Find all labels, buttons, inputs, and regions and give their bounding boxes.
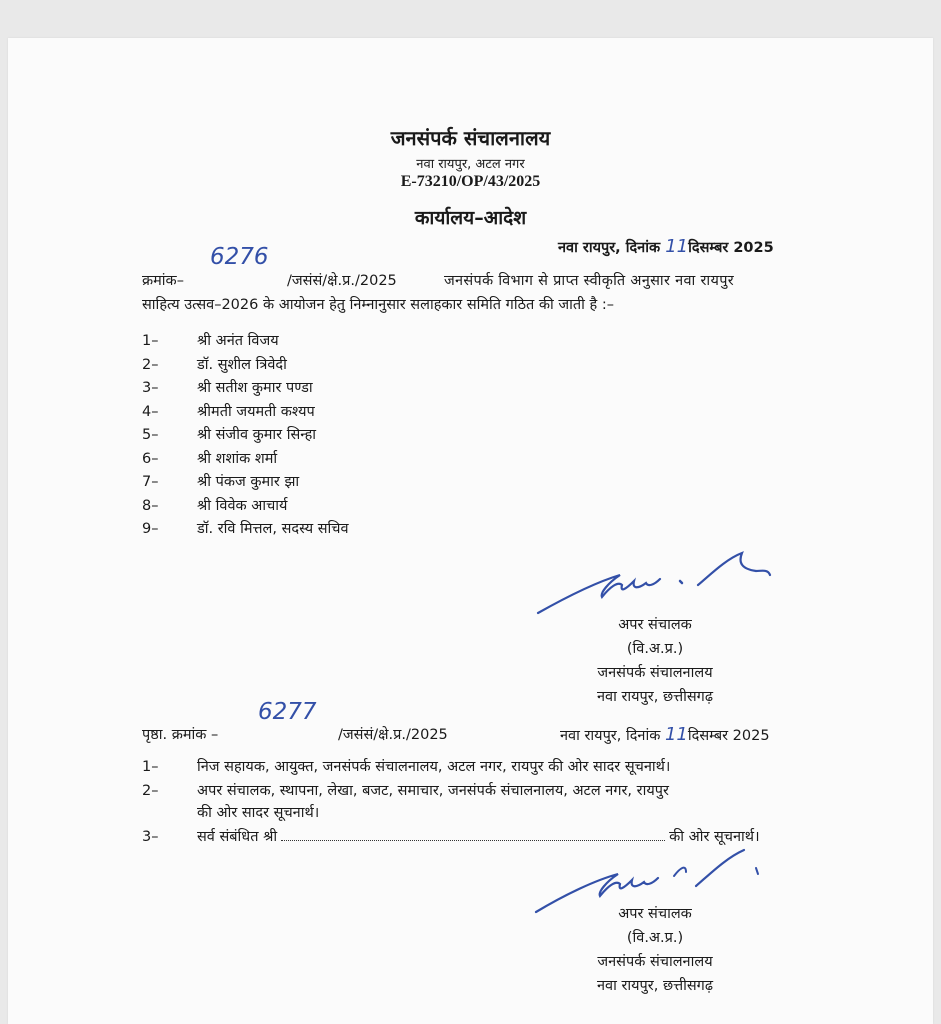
order-date-day-handwritten: 11 <box>665 236 689 257</box>
sig2-location: नवा रायपुर, छत्तीसगढ़ <box>596 978 714 994</box>
office-address: नवा रायपुर, अटल नगर <box>416 157 525 172</box>
endorsement-item-2-cont: की ओर सादर सूचनार्थ। <box>197 805 320 821</box>
order-date-month-year: दिसम्बर 2025 <box>688 240 774 256</box>
signature-1 <box>530 545 780 625</box>
member-list <box>142 330 349 542</box>
order-intro-line2: साहित्य उत्सव–2026 के आयोजन हेतु निम्नानुसार सलाहकार समिति गठित की जाती है :– <box>142 297 614 313</box>
order-date <box>558 236 774 257</box>
list-item: 7– श्री पंकज कुमार झा <box>142 474 300 490</box>
list-item: 4– श्रीमती जयमती कश्यप <box>142 403 315 420</box>
sig1-location: नवा रायपुर, छत्तीसगढ़ <box>596 689 714 705</box>
endorsement-number-handwritten: 6277 <box>258 699 317 725</box>
document-type: कार्यालय–आदेश <box>414 207 527 229</box>
office-title: जनसंपर्क संचालनालय <box>390 126 551 150</box>
list-item: 1– श्री अनंत विजय <box>142 333 279 349</box>
endorsement-date-day-handwritten: 11 <box>664 724 688 745</box>
sig2-office: जनसंपर्क संचालनालय <box>597 954 713 970</box>
sig1-designation: अपर संचालक <box>618 617 692 633</box>
order-number-handwritten: 6276 <box>210 244 269 270</box>
endorsement-number-label: पृष्ठा. क्रमांक – <box>142 727 219 743</box>
endorsement-item-3: 3– सर्व संबंधित श्री की ओर सूचनार्थ। <box>142 829 760 845</box>
endorsement-date-month-year: दिसम्बर 2025 <box>687 728 770 744</box>
file-number: E-73210/OP/43/2025 <box>400 173 541 190</box>
list-item: 8– श्री विवेक आचार्य <box>142 497 288 514</box>
endorsement-date <box>560 724 770 745</box>
list-item: 6– श्री शशांक शर्मा <box>142 450 278 467</box>
sig2-designation: अपर संचालक <box>618 906 692 922</box>
sig1-abbr: (वि.अ.प्र.) <box>626 641 684 657</box>
sig1-office: जनसंपर्क संचालनालय <box>597 665 713 681</box>
endorsement-item-1: 1– निज सहायक, आयुक्त, जनसंपर्क संचालनालय, अटल नगर, रायपुर की ओर सादर सूचनार्थ। <box>142 759 671 775</box>
endorsement-date-prefix: नवा रायपुर, दिनांक <box>560 728 661 744</box>
order-intro-line1: जनसंपर्क विभाग से प्राप्त स्वीकृति अनुसार नवा रायपुर <box>444 273 734 289</box>
order-date-prefix: नवा रायपुर, दिनांक <box>558 240 661 256</box>
endorsement-item-2: 2– अपर संचालक, स्थापना, लेखा, बजट, समाचार, जनसंपर्क संचालनालय, अटल नगर, रायपुर <box>142 783 669 799</box>
list-item: 3– श्री सतीश कुमार पण्डा <box>142 380 313 396</box>
sig2-abbr: (वि.अ.प्र.) <box>626 930 684 946</box>
endorsement-number-suffix: /जसंसं/क्षे.प्र./2025 <box>338 727 448 743</box>
list-item: 9– डॉ. रवि मित्तल, सदस्य सचिव <box>142 521 349 537</box>
order-number-suffix: /जसंसं/क्षे.प्र./2025 <box>287 273 397 289</box>
list-item: 2– डॉ. सुशील त्रिवेदी <box>142 356 287 373</box>
order-number-label: क्रमांक– <box>142 273 184 289</box>
list-item: 5– श्री संजीव कुमार सिन्हा <box>142 427 317 443</box>
